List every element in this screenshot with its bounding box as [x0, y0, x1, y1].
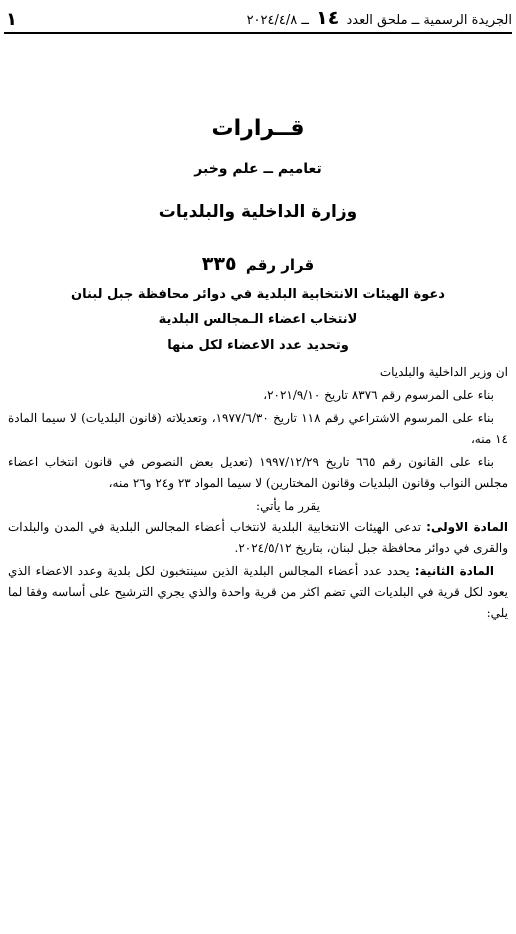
minister-line: ان وزير الداخلية والبلديات: [379, 365, 508, 379]
decides-line: يقرر ما يأتي:: [256, 499, 320, 513]
decision-body: [8, 362, 508, 626]
decision-title-line-3: وتحديد عدد الاعضاء لكل منها: [167, 338, 349, 353]
page-header: [4, 6, 512, 34]
article-1-label: المادة الاولى:: [426, 520, 509, 534]
section-subtitle: تعاميم ــ علم وخبر: [194, 161, 322, 177]
basis-paragraph-2: بناء على المرسوم الاشتراعي رقم ١١٨ تاريخ ١٩٧٧/٦/٣٠، وتعديلاته (قانون البلديات) لا سيما المادة ١٤ منه،: [8, 411, 508, 446]
decision-number: ٣٣٥: [201, 253, 237, 275]
basis-paragraph-3: بناء على القانون رقم ٦٦٥ تاريخ ١٩٩٧/١٢/٢٩ (تعديل بعض النصوص في قانون انتخاب اعضاء مجلس النواب وقانون البلديات وقانون المختارين) لا سيما المواد ٢٣ و٢٤ و٢٦ منه،: [8, 455, 508, 490]
decision-title-line-1: دعوة الهيئات الانتخابية البلدية في دوائر محافظة جبل لبنان: [71, 287, 445, 302]
section-title: قــرارات: [211, 116, 305, 141]
decision-heading: [0, 253, 516, 275]
article-2-text: يحدد عدد أعضاء المجالس البلدية الذين سينتخبون لكل بلدية وعدد الاعضاء الذي يعود لكل قرية في البلديات التي تضم اكثر من قرية واحدة والذي يجري الترشيح على أساسه وفقا لما يلي:: [8, 564, 508, 620]
basis-paragraph-1: بناء على المرسوم رقم ٨٣٧٦ تاريخ ٢٠٢١/٩/١٠،: [263, 388, 494, 402]
article-1-text: تدعى الهيئات الانتخابية البلدية لانتخاب أعضاء المجالس البلدية في المدن والبلدات والقرى في دوائر محافظة جبل لبنان، بتاريخ ٢٠٢٤/٥/١٢.: [8, 520, 508, 555]
article-1: [8, 517, 508, 559]
header-publication-line: [247, 7, 512, 32]
ministry-heading: وزارة الداخلية والبلديات: [158, 202, 358, 222]
page-number: ١: [6, 9, 17, 30]
decision-title-line-2: لانتخاب اعضاء الـمجالس البلدية: [158, 312, 358, 327]
header-issue-number: ١٤: [316, 7, 340, 29]
decision-label: قرار رقم: [245, 256, 315, 274]
header-publication: الجريدة الرسمية ــ ملحق العدد: [346, 13, 512, 28]
header-date: ــ ٢٠٢٤/٤/٨: [246, 13, 309, 28]
article-2-label: المادة الثانية:: [414, 564, 494, 578]
article-2: [8, 561, 508, 624]
